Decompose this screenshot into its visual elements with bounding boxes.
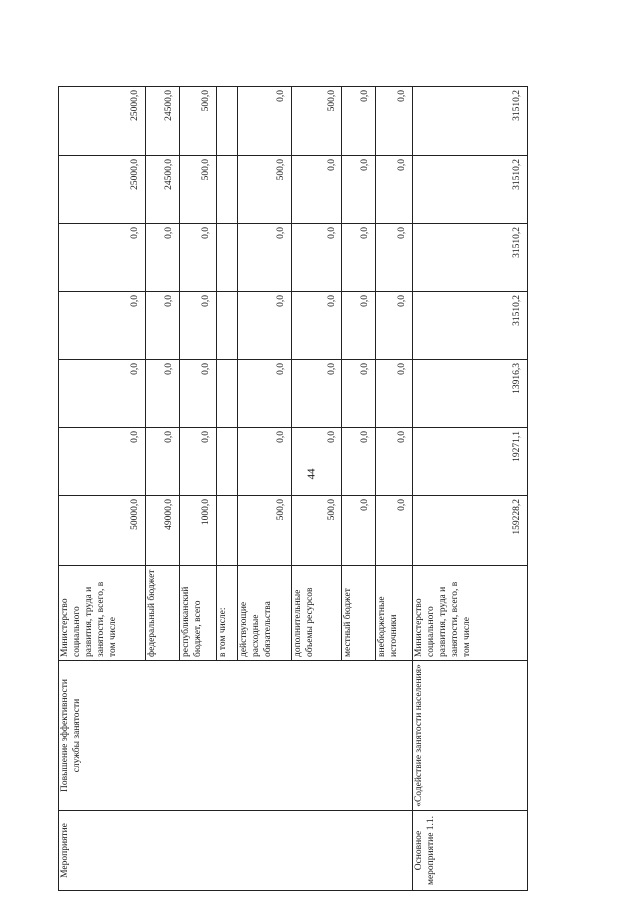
value-cell: 0,0 xyxy=(342,428,376,496)
value-cell: 0,0 xyxy=(292,224,342,292)
value-cell: 0,0 xyxy=(238,360,292,428)
value-cell: 24500,0 xyxy=(146,87,180,156)
value-cell: 0,0 xyxy=(238,87,292,156)
value-cell: 0,0 xyxy=(342,292,376,360)
value-cell: 0,0 xyxy=(375,156,412,224)
value-cell: 0,0 xyxy=(342,156,376,224)
funding-source-cell: местный бюджет xyxy=(342,566,376,661)
value-cell xyxy=(217,292,238,360)
value-cell: 0,0 xyxy=(375,496,412,566)
value-cell: 24500,0 xyxy=(146,156,180,224)
table-row xyxy=(413,87,528,891)
table-row xyxy=(59,87,146,891)
value-cell: 0,0 xyxy=(342,360,376,428)
value-cell: 31510,2 xyxy=(413,87,528,156)
value-cell: 500,0 xyxy=(238,496,292,566)
value-cell: 0,0 xyxy=(342,87,376,156)
value-cell: 500,0 xyxy=(292,87,342,156)
value-cell xyxy=(217,360,238,428)
funding-source-cell: федеральный бюджет xyxy=(146,566,180,661)
value-cell: 0,0 xyxy=(375,360,412,428)
funding-source-cell: внебюджетные источники xyxy=(375,566,412,661)
funding-source-cell: действующие расходные обязательства xyxy=(238,566,292,661)
value-cell: 0,0 xyxy=(375,428,412,496)
value-cell xyxy=(217,156,238,224)
event-type-cell: Основное мероприятие 1.1. xyxy=(413,811,528,891)
value-cell: 0,0 xyxy=(146,360,180,428)
value-cell: 31510,2 xyxy=(413,156,528,224)
value-cell: 0,0 xyxy=(238,292,292,360)
funding-source-cell: Министерство социального развития, труда и занятости, всего, в том числе xyxy=(413,566,528,661)
value-cell: 0,0 xyxy=(292,156,342,224)
value-cell: 25000,0 xyxy=(59,156,146,224)
event-type-cell: Мероприятие xyxy=(59,811,413,891)
value-cell: 31510,2 xyxy=(413,224,528,292)
event-name-cell: «Содействие занятости населения» xyxy=(413,661,528,811)
value-cell: 0,0 xyxy=(292,292,342,360)
event-name-cell: Повышение эффективности службы занятости xyxy=(59,661,413,811)
value-cell: 500,0 xyxy=(179,156,216,224)
value-cell: 0,0 xyxy=(59,360,146,428)
value-cell: 1000,0 xyxy=(179,496,216,566)
value-cell: 500,0 xyxy=(238,156,292,224)
rotated-page-content xyxy=(58,87,528,891)
value-cell: 0,0 xyxy=(146,428,180,496)
value-cell: 19271,1 xyxy=(413,428,528,496)
value-cell: 49000,0 xyxy=(146,496,180,566)
budget-table xyxy=(58,86,528,891)
funding-source-cell: Министерство социального развития, труда и занятости, всего, в том числе xyxy=(59,566,146,661)
value-cell: 13916,3 xyxy=(413,360,528,428)
value-cell: 50000,0 xyxy=(59,496,146,566)
value-cell: 0,0 xyxy=(342,224,376,292)
value-cell: 25000,0 xyxy=(59,87,146,156)
funding-source-cell: в том числе: xyxy=(217,566,238,661)
value-cell: 0,0 xyxy=(292,428,342,496)
value-cell xyxy=(217,224,238,292)
value-cell: 0,0 xyxy=(375,224,412,292)
value-cell: 0,0 xyxy=(59,428,146,496)
value-cell: 0,0 xyxy=(59,224,146,292)
value-cell: 500,0 xyxy=(179,87,216,156)
value-cell: 0,0 xyxy=(146,292,180,360)
value-cell xyxy=(217,496,238,566)
value-cell: 0,0 xyxy=(375,292,412,360)
value-cell: 0,0 xyxy=(59,292,146,360)
value-cell: 0,0 xyxy=(238,428,292,496)
value-cell: 0,0 xyxy=(342,496,376,566)
page-number: 44 xyxy=(305,468,318,480)
value-cell: 159228,2 xyxy=(413,496,528,566)
value-cell xyxy=(217,428,238,496)
funding-source-cell: дополнительные объемы ресурсов xyxy=(292,566,342,661)
value-cell: 0,0 xyxy=(375,87,412,156)
value-cell xyxy=(217,87,238,156)
value-cell: 0,0 xyxy=(146,224,180,292)
value-cell: 500,0 xyxy=(292,496,342,566)
value-cell: 0,0 xyxy=(292,360,342,428)
value-cell: 0,0 xyxy=(179,224,216,292)
value-cell: 31510,2 xyxy=(413,292,528,360)
value-cell: 0,0 xyxy=(179,360,216,428)
funding-source-cell: республиканский бюджет, всего xyxy=(179,566,216,661)
value-cell: 0,0 xyxy=(179,428,216,496)
value-cell: 0,0 xyxy=(238,224,292,292)
value-cell: 0,0 xyxy=(179,292,216,360)
